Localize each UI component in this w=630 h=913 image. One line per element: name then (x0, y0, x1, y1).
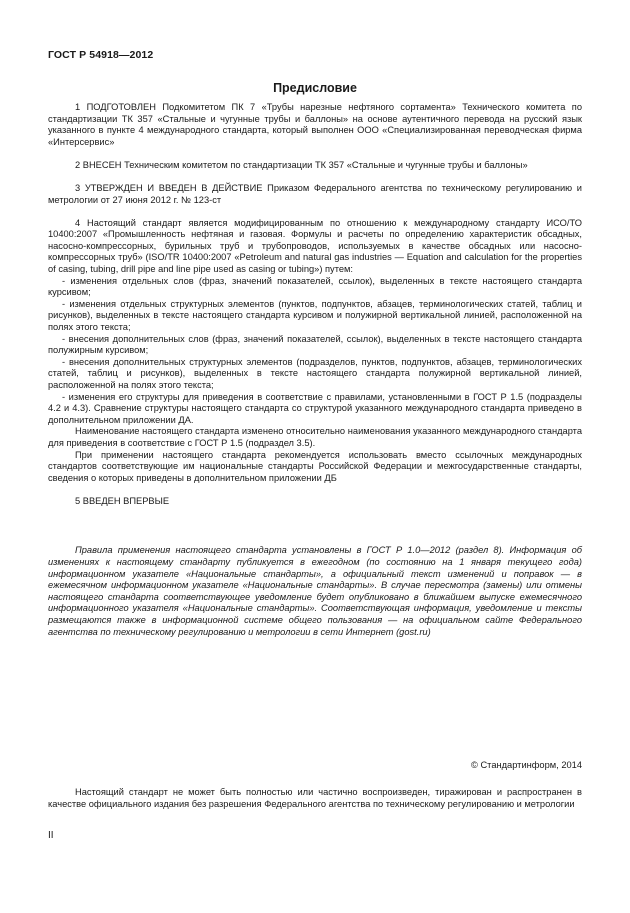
reproduction-notice: Настоящий стандарт не может быть полностью или частично воспроизведен, тиражирован и распространен в качестве официального издания без разрешения Федерального агентства по техническому регулированию и метрологии (48, 787, 582, 809)
preface-body (48, 102, 582, 638)
reproduction-notice-block (48, 787, 582, 810)
rules-notice: Правила применения настоящего стандарта установлены в ГОСТ Р 1.0—2012 (раздел 8). Информация об изменениях к настоящему стандарту публикуется в ежегодном (по состоянию на 1 января текущего года) информационном указателе «Национальные стандарты», а официальный текст изменений и поправок — в ежемесячном информационном указателе «Национальные стандарты». В случае пересмотра (замены) или отмены настоящего стандарта соответствующее уведомление будет опубликовано в ближайшем выпуске ежемесячного информационного указателя «Национальные стандарты». Соответствующая информация, уведомление и тексты размещаются также в информационной системе общего пользования — на официальном сайте Федерального агентства по техническому регулированию и метрологии в сети Интернет (gost.ru) (48, 545, 582, 637)
preface-item-2: 2 ВНЕСЕН Техническим комитетом по стандартизации ТК 357 «Стальные и чугунные трубы и баллоны» (75, 159, 528, 170)
preface-item-1: 1 ПОДГОТОВЛЕН Подкомитетом ПК 7 «Трубы нарезные нефтяного сортамента» Технического комитета по стандартизации ТК 357 «Стальные и чугунные трубы и баллоны» на основе аутентичного перевода на русский язык указанного в пункте 4 международного стандарта, который выполнен ООО «Специализированная переводческая фирма «Интерсервис» (48, 102, 582, 147)
preface-item-5: 5 ВВЕДЕН ВПЕРВЫЕ (75, 495, 170, 506)
preface-item-4-bullet: - изменения отдельных слов (фраз, значений показателей, ссылок), выделенных в тексте настоящего стандарта курсивом; (48, 275, 582, 298)
copyright: © Стандартинформ, 2014 (471, 760, 582, 770)
preface-item-3: 3 УТВЕРЖДЕН И ВВЕДЕН В ДЕЙСТВИЕ Приказом Федерального агентства по техническому регулированию и метрологии от 27 июня 2012 г. № 123-ст (48, 182, 582, 205)
preface-item-4-references: При применении настоящего стандарта рекомендуется использовать вместо ссылочных международных стандартов соответствующие им национальные стандарты Российской Федерации и межгосударственные стандарты, сведения о которых приведены в дополнительном приложении ДБ (48, 449, 582, 483)
standard-code: ГОСТ Р 54918—2012 (48, 49, 154, 61)
preface-item-4-bullet: - изменения его структуры для приведения в соответствие с правилами, установленными в ГОСТ Р 1.5 (подразделы 4.2 и 4.3). Сравнение структуры настоящего стандарта со структурой указанного международного стандарта приведено в дополнительном приложении ДА. (48, 391, 582, 425)
preface-item-4-intro: 4 Настоящий стандарт является модифицированным по отношению к международному стандарту ИСО/ТО 10400:2007 «Промышленность нефтяная и газовая. Формулы и расчеты по определению характеристик обсадных, насосно-компрессорных, бурильных труб и трубопроводов, используемых в качестве обсадных или насосно-компрессорных труб» (ISO/TR 10400:2007 «Petroleum and natural gas industries — Equation and calculation for the properties of casing, tubing, drill pipe and line pipe used as casing or tubing») путем: (48, 217, 582, 275)
page-number: II (48, 830, 54, 841)
preface-item-4-bullet: - изменения отдельных структурных элементов (пунктов, подпунктов, абзацев, терминологических статей, таблиц и рисунков), выделенных в тексте настоящего стандарта курсивом и полужирной вертикальной линией, расположенной на полях этого текста; (48, 298, 582, 332)
preface-item-4-bullet: - внесения дополнительных слов (фраз, значений показателей, ссылок), выделенных в тексте настоящего стандарта полужирным курсивом; (48, 333, 582, 356)
preface-item-4-bullet: - внесения дополнительных структурных элементов (подразделов, пунктов, подпунктов, абзацев, терминологических статей, таблиц и рисунков), выделенных в тексте настоящего стандарта полужирной вертикальной линией, расположенной на полях этого текста; (48, 356, 582, 390)
preface-item-4-name-change: Наименование настоящего стандарта изменено относительно наименования указанного международного стандарта для приведения в соответствие с ГОСТ Р 1.5 (подраздел 3.5). (48, 426, 582, 448)
page-title: Предисловие (273, 81, 357, 95)
